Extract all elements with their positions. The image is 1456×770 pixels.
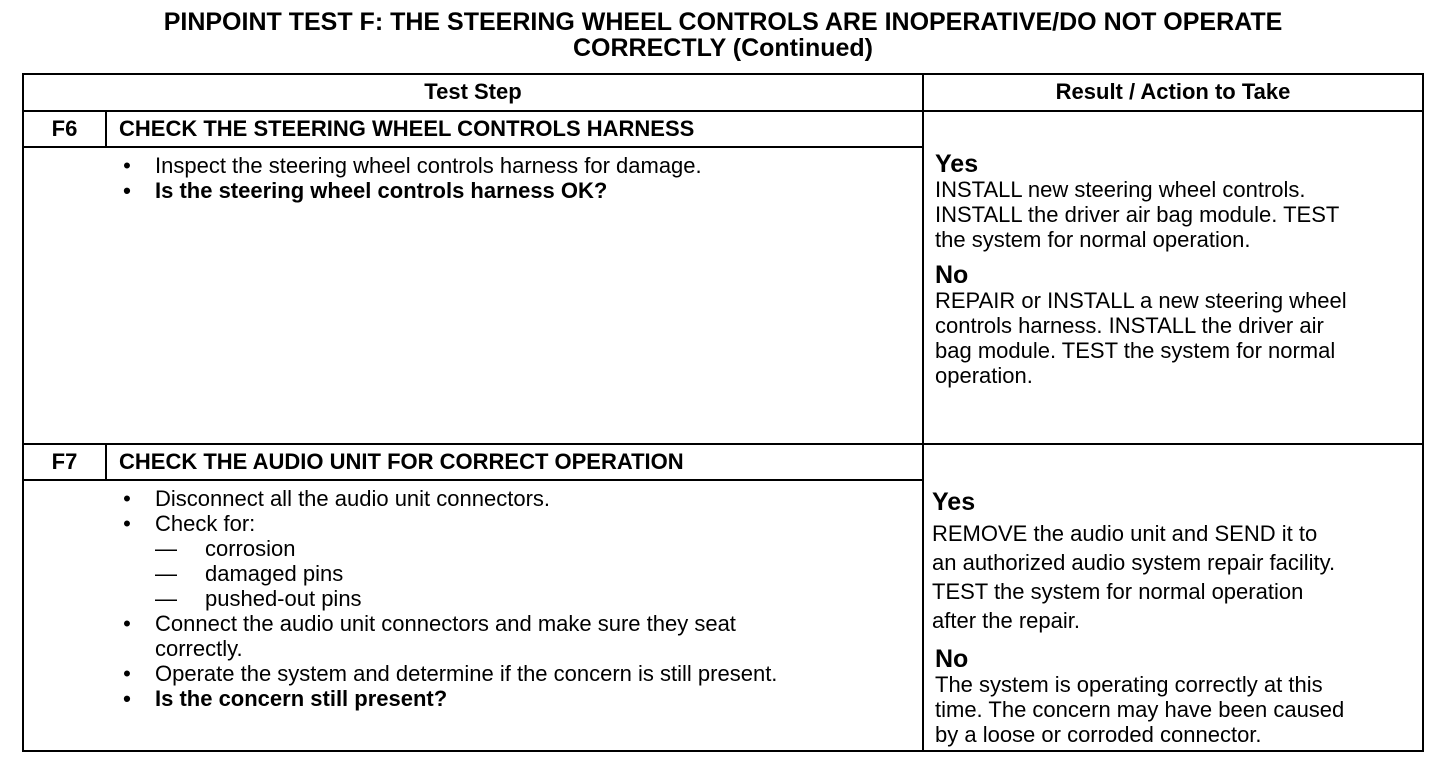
header-result-action: Result / Action to Take bbox=[1055, 79, 1291, 104]
pinpoint-test-table bbox=[22, 73, 1424, 752]
list-item: • Disconnect all the audio unit connectors. bbox=[155, 486, 777, 511]
f7-instructions bbox=[123, 486, 778, 711]
step-title-f7: CHECK THE AUDIO UNIT FOR CORRECT OPERATION bbox=[119, 449, 684, 474]
list-item: • Inspect the steering wheel controls harness for damage. bbox=[155, 153, 702, 178]
f7-result-yes: Yes REMOVE the audio unit and SEND it to an authorized audio system repair facility. TEST the system for normal operation after the repair. bbox=[932, 488, 1336, 633]
f6-id-divider bbox=[105, 112, 107, 146]
f6-instructions bbox=[123, 153, 702, 203]
list-item: • Is the steering wheel controls harness OK? bbox=[155, 178, 702, 203]
list-item: — damaged pins bbox=[155, 561, 344, 586]
list-item: correctly. bbox=[155, 636, 243, 661]
f7-title-underline bbox=[24, 479, 922, 481]
page-title bbox=[22, 9, 1424, 61]
list-item: • Check for: bbox=[155, 511, 777, 536]
step-id-f6: F6 bbox=[51, 116, 78, 141]
f6-result-no: No REPAIR or INSTALL a new steering wheel controls harness. INSTALL the driver air bag module. TEST the system for normal operation. bbox=[935, 261, 1347, 388]
f6-result-yes: Yes INSTALL new steering wheel controls. INSTALL the driver air bag module. TEST the system for normal operation. bbox=[935, 150, 1340, 252]
header-divider bbox=[24, 110, 1422, 112]
bullet-icon: • bbox=[123, 511, 131, 536]
dash-icon: — bbox=[155, 536, 177, 561]
bullet-icon: • bbox=[123, 611, 131, 636]
step-divider bbox=[24, 443, 1422, 445]
list-item: • Connect the audio unit connectors and make sure they seat bbox=[155, 611, 777, 636]
bullet-icon: • bbox=[123, 486, 131, 511]
dash-icon: — bbox=[155, 586, 177, 611]
result-label-no: No bbox=[935, 261, 969, 289]
result-label-yes: Yes bbox=[932, 488, 976, 516]
bullet-icon: • bbox=[123, 178, 131, 203]
f6-title-underline bbox=[24, 146, 922, 148]
step-title-f6: CHECK THE STEERING WHEEL CONTROLS HARNESS bbox=[119, 116, 695, 141]
step-id-f7: F7 bbox=[51, 449, 78, 474]
f7-id-divider bbox=[105, 445, 107, 479]
list-item: • Operate the system and determine if the concern is still present. bbox=[155, 661, 777, 686]
bullet-icon: • bbox=[123, 153, 131, 178]
list-item: — corrosion bbox=[155, 536, 296, 561]
bullet-icon: • bbox=[123, 686, 131, 711]
column-divider bbox=[922, 75, 924, 750]
header-test-step: Test Step bbox=[424, 79, 522, 104]
title-line-1: PINPOINT TEST F: THE STEERING WHEEL CONTROLS ARE INOPERATIVE/DO NOT OPERATE bbox=[163, 8, 1283, 36]
title-line-2: CORRECTLY (Continued) bbox=[573, 34, 873, 62]
list-item: • Is the concern still present? bbox=[155, 686, 777, 711]
result-label-yes: Yes bbox=[935, 150, 979, 178]
result-label-no: No bbox=[935, 645, 969, 673]
f7-result-no: No The system is operating correctly at this time. The concern may have been caused by a loose or corroded connector. bbox=[935, 645, 1345, 747]
dash-icon: — bbox=[155, 561, 177, 586]
list-item: — pushed-out pins bbox=[155, 586, 362, 611]
bullet-icon: • bbox=[123, 661, 131, 686]
